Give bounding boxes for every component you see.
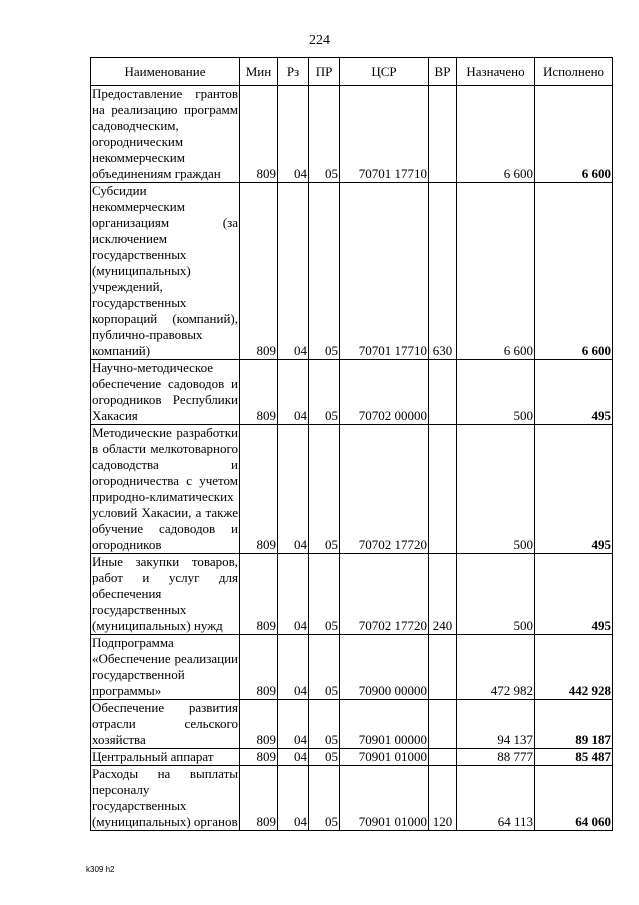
row-executed: 495 [535, 360, 613, 425]
row-name: Расходы на выплаты персоналу государственных (муниципальных) органов [92, 766, 238, 829]
row-vr [429, 360, 457, 425]
page-number: 224 [309, 33, 330, 48]
row-executed: 85 487 [535, 749, 613, 766]
row-assigned: 64 113 [457, 766, 535, 831]
row-name: Центральный аппарат [91, 749, 240, 766]
row-name: Субсидии некоммерческим организациям (за исключением государственных (муниципальных) учреждений, государственных корпораций (компаний), публично-правовых компаний) [92, 183, 238, 358]
row-min: 809 [240, 86, 278, 183]
table-row [91, 425, 613, 554]
column-header-pr: ПР [309, 58, 340, 86]
row-name: Научно-методическое обеспечение садоводов и огородников Республики Хакасия [92, 360, 238, 423]
row-pr: 05 [309, 86, 340, 183]
row-min: 809 [240, 360, 278, 425]
table-row [91, 86, 613, 183]
row-min: 809 [240, 635, 278, 700]
row-executed: 64 060 [535, 766, 613, 831]
row-min: 809 [240, 183, 278, 360]
row-vr: 630 [429, 183, 457, 360]
row-executed: 6 600 [535, 86, 613, 183]
budget-table [90, 57, 613, 831]
row-name: Иные закупки товаров, работ и услуг для обеспечения государственных (муниципальных) нужд [92, 554, 238, 633]
row-vr: 120 [429, 766, 457, 831]
row-min: 809 [240, 700, 278, 749]
row-vr [429, 700, 457, 749]
row-vr: 240 [429, 554, 457, 635]
table-row [91, 360, 613, 425]
row-csr: 70702 17720 [340, 554, 429, 635]
row-rz: 04 [278, 766, 309, 831]
row-csr: 70702 17720 [340, 425, 429, 554]
row-rz: 04 [278, 749, 309, 766]
row-min: 809 [240, 554, 278, 635]
row-vr [429, 86, 457, 183]
row-csr: 70701 17710 [340, 183, 429, 360]
row-executed: 495 [535, 425, 613, 554]
row-vr [429, 635, 457, 700]
row-csr: 70900 00000 [340, 635, 429, 700]
row-pr: 05 [309, 635, 340, 700]
row-assigned: 500 [457, 425, 535, 554]
row-pr: 05 [309, 700, 340, 749]
table-row [91, 635, 613, 700]
footer-code: k309 h2 [86, 865, 115, 874]
row-pr: 05 [309, 183, 340, 360]
row-name: Предоставление грантов на реализацию программ садоводческим, огородническим некоммерческим объединениям граждан [92, 86, 238, 181]
row-name: Методические разработки в области мелкотоварного садоводства и огородничества с учетом природно-климатических условий Хакасии, а также обучение садоводов и огородников [92, 425, 238, 552]
column-header-vr: ВР [429, 58, 457, 86]
row-name: Обеспечение развития отрасли сельского хозяйства [92, 700, 238, 747]
row-assigned: 500 [457, 360, 535, 425]
row-assigned: 500 [457, 554, 535, 635]
row-rz: 04 [278, 183, 309, 360]
table-row [91, 766, 613, 831]
row-csr: 70901 01000 [340, 749, 429, 766]
row-vr [429, 749, 457, 766]
row-assigned: 6 600 [457, 183, 535, 360]
row-rz: 04 [278, 635, 309, 700]
column-header-executed: Исполнено [535, 58, 613, 86]
row-executed: 6 600 [535, 183, 613, 360]
row-assigned: 94 137 [457, 700, 535, 749]
row-executed: 89 187 [535, 700, 613, 749]
table-row [91, 554, 613, 635]
row-csr: 70901 01000 [340, 766, 429, 831]
row-rz: 04 [278, 86, 309, 183]
row-rz: 04 [278, 700, 309, 749]
row-min: 809 [240, 425, 278, 554]
row-pr: 05 [309, 554, 340, 635]
row-executed: 495 [535, 554, 613, 635]
row-assigned: 6 600 [457, 86, 535, 183]
header-row [91, 58, 613, 86]
row-rz: 04 [278, 360, 309, 425]
column-header-name: Наименование [91, 58, 240, 86]
table-row [91, 700, 613, 749]
row-min: 809 [240, 749, 278, 766]
row-executed: 442 928 [535, 635, 613, 700]
row-assigned: 472 982 [457, 635, 535, 700]
row-rz: 04 [278, 554, 309, 635]
row-pr: 05 [309, 749, 340, 766]
row-pr: 05 [309, 766, 340, 831]
row-rz: 04 [278, 425, 309, 554]
table-row [91, 183, 613, 360]
column-header-rz: Рз [278, 58, 309, 86]
row-pr: 05 [309, 360, 340, 425]
row-csr: 70901 00000 [340, 700, 429, 749]
row-pr: 05 [309, 425, 340, 554]
column-header-assigned: Назначено [457, 58, 535, 86]
table-row [91, 749, 613, 766]
row-csr: 70702 00000 [340, 360, 429, 425]
row-csr: 70701 17710 [340, 86, 429, 183]
row-name: Подпрограмма «Обеспечение реализации государственной программы» [92, 635, 238, 698]
row-assigned: 88 777 [457, 749, 535, 766]
row-min: 809 [240, 766, 278, 831]
column-header-min: Мин [240, 58, 278, 86]
row-vr [429, 425, 457, 554]
column-header-csr: ЦСР [340, 58, 429, 86]
